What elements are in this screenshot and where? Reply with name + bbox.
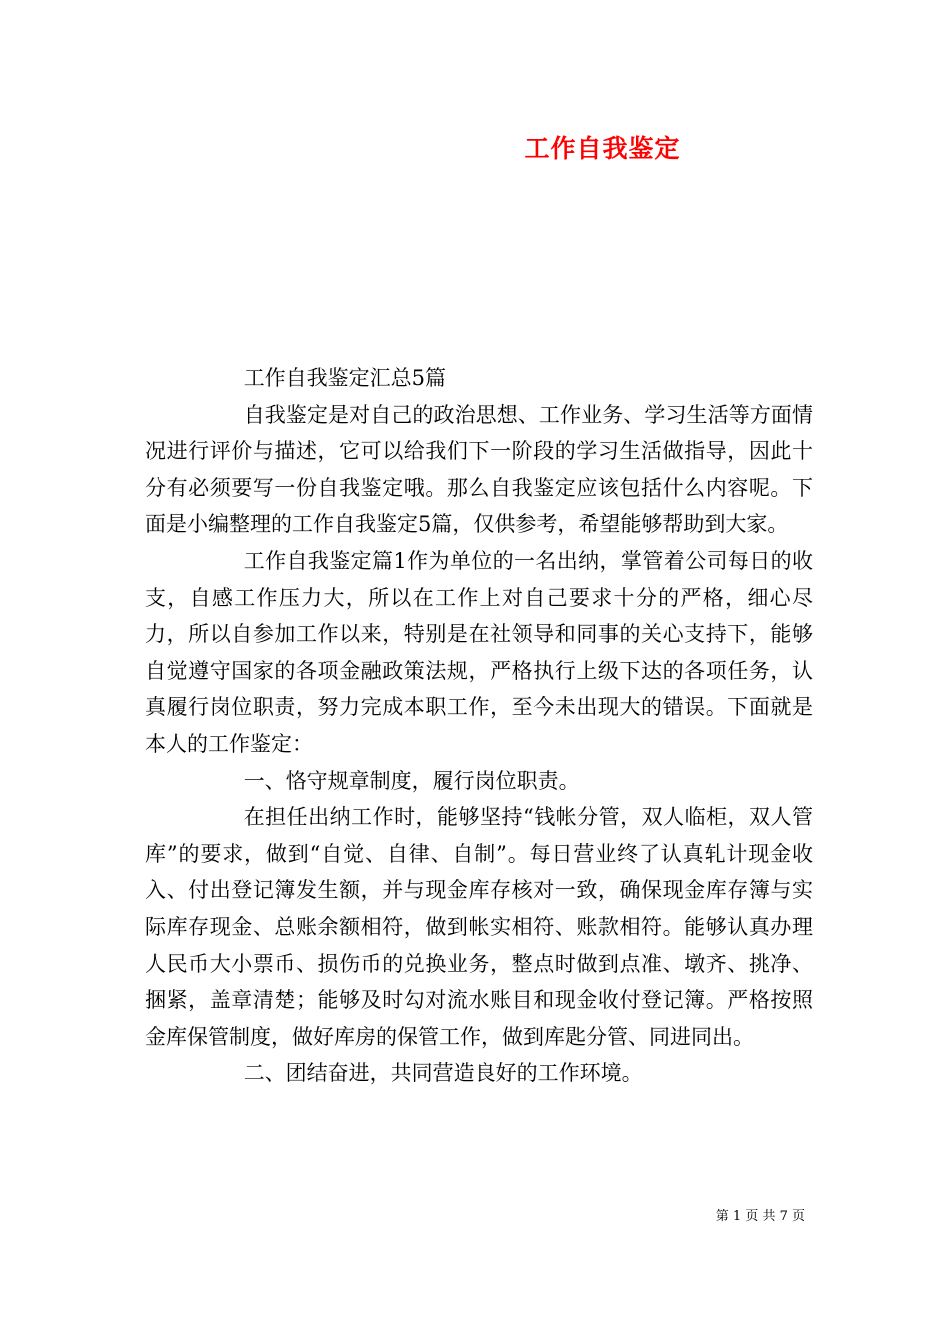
paragraph-subtitle: 工作自我鉴定汇总5篇	[243, 366, 447, 390]
paragraph-intro: 自我鉴定是对自己的政治思想、工作业务、学习生活等方面情况进行评价与描述，它可以给我们下一阶段的学习生活做指导，因此十分有必须要写一份自我鉴定哦。那么自我鉴定应该包括什么内容呢。下面是小编整理的工作自我鉴定5篇，仅供参考，希望能够帮助到大家。	[145, 402, 813, 537]
paragraph-cashier-duties: 在担任出纳工作时，能够坚持“钱帐分管，双人临柜，双人管库”的要求，做到“自觉、自律、自制”。每日营业终了认真轧计现金收入、付出登记簿发生额，并与现金库存核对一致，确保现金库存簿与实际库存现金、总账余额相符，做到帐实相符、账款相符。能够认真办理人民币大小票币、损伤币的兑换业务，整点时做到点准、墩齐、挑净、捆紧，盖章清楚；能够及时勾对流水账目和现金收付登记簿。严格按照金库保管制度，做好库房的保管工作，做到库匙分管、同进同出。	[145, 805, 813, 1049]
document-body	[145, 360, 813, 1092]
paragraph-heading-1: 一、恪守规章制度，履行岗位职责。	[243, 768, 580, 793]
paragraph-heading-2: 二、团结奋进，共同营造良好的工作环境。	[243, 1061, 643, 1086]
page-number: 第 1 页 共 7 页	[715, 1209, 805, 1224]
document-title: 工作自我鉴定	[524, 134, 681, 163]
paragraph-article-1: 工作自我鉴定篇1作为单位的一名出纳，掌管着公司每日的收支，自感工作压力大，所以在工作上对自己要求十分的严格，细心尽力，所以自参加工作以来，特别是在社领导和同事的关心支持下，能够自觉遵守国家的各项金融政策法规，严格执行上级下达的各项任务，认真履行岗位职责，努力完成本职工作，至今未出现大的错误。下面就是本人的工作鉴定：	[145, 548, 813, 756]
